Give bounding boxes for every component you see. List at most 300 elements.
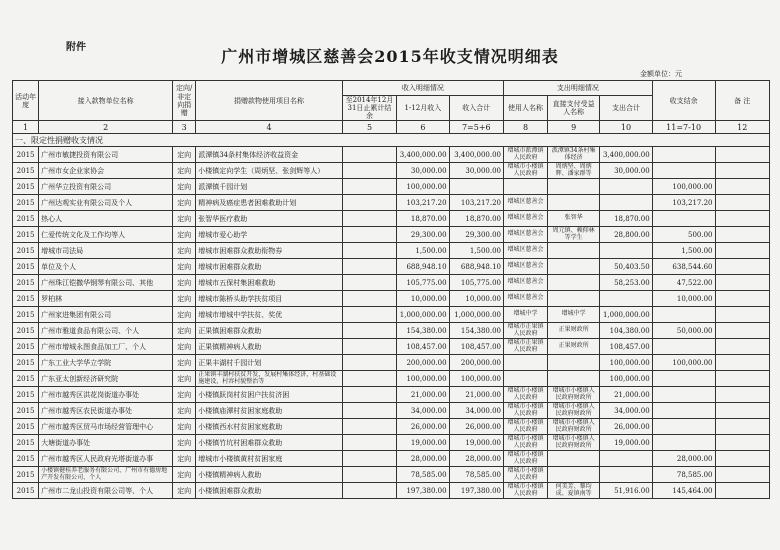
- cell-user: [504, 371, 548, 387]
- cell-directed: 定向: [173, 291, 196, 307]
- cell-beneficiary: [547, 195, 599, 211]
- table-row: [13, 211, 770, 227]
- cell-total: 26,000.00: [449, 419, 503, 435]
- cell-total: 688,948.10: [449, 259, 503, 275]
- cell-year: 2015: [13, 195, 39, 211]
- cell-balance: 638,544.60: [652, 259, 715, 275]
- cell-project: 小楼镇精神病人救助: [196, 467, 343, 483]
- cell-user: 增城市小楼镇人民政府: [504, 419, 548, 435]
- cell-income: 108,457.00: [397, 339, 449, 355]
- cell-project: 正果镇丰湖村扶贫开发，发展村集体经济，村基础设施建设，村容村貌整治等: [196, 371, 343, 387]
- cell-income: 103,217.20: [397, 195, 449, 211]
- cell-user: 增城区慈善会: [504, 211, 548, 227]
- cell-income: 3,400,000.00: [397, 147, 449, 163]
- cell-user: [504, 179, 548, 195]
- cell-donor: 大塘街道办事处: [39, 435, 173, 451]
- cell-user: 增城区慈善会: [504, 227, 548, 243]
- cell-income: 154,380.00: [397, 323, 449, 339]
- cell-project: 增城市爱心助学: [196, 227, 343, 243]
- cell-beneficiary: 增城市小楼镇人民政府财政所: [547, 403, 599, 419]
- cell-year: 2015: [13, 179, 39, 195]
- cell-empty: [342, 323, 396, 339]
- cell-project: 张智华医疗救助: [196, 211, 343, 227]
- cell-year: 2015: [13, 387, 39, 403]
- cell-project: 精神病及癌症患者困难救助计划: [196, 195, 343, 211]
- cell-directed: 定向: [173, 195, 196, 211]
- cell-total: 3,400,000.00: [449, 147, 503, 163]
- cell-expense: 26,000.00: [600, 419, 652, 435]
- cell-empty: [342, 355, 396, 371]
- cell-year: 2015: [13, 163, 39, 179]
- table-row: [13, 275, 770, 291]
- cell-expense: [600, 195, 652, 211]
- currency-unit: 金额单位：元: [640, 70, 682, 78]
- cell-total: 1,500.00: [449, 243, 503, 259]
- header-user: 使用人名称: [504, 96, 548, 121]
- table-body: [13, 147, 770, 499]
- cell-empty: [715, 211, 769, 227]
- cell-beneficiary: 增城市小楼镇人民政府财政所: [547, 387, 599, 403]
- cell-total: 103,217.20: [449, 195, 503, 211]
- header-remark: 备 注: [715, 81, 769, 121]
- cell-directed: 定向: [173, 259, 196, 275]
- cell-income: 18,870.00: [397, 211, 449, 227]
- cell-expense: 51,916.00: [600, 483, 652, 499]
- header-row-top: [13, 81, 770, 96]
- cell-beneficiary: 张智华: [547, 211, 599, 227]
- cell-directed: 定向: [173, 435, 196, 451]
- cell-beneficiary: [547, 259, 599, 275]
- cell-empty: [715, 435, 769, 451]
- cell-income: 28,000.00: [397, 451, 449, 467]
- cell-expense: 100,000.00: [600, 355, 652, 371]
- cell-user: 增城区慈善会: [504, 195, 548, 211]
- cell-balance: 10,000.00: [652, 291, 715, 307]
- cell-income: 200,000.00: [397, 355, 449, 371]
- table-row: [13, 195, 770, 211]
- cell-empty: [342, 467, 396, 483]
- header-income-group: 收入明细情况: [342, 81, 503, 96]
- cell-beneficiary: [547, 355, 599, 371]
- cell-empty: [715, 467, 769, 483]
- cell-income: 1,000,000.00: [397, 307, 449, 323]
- cell-expense: 100,000.00: [600, 371, 652, 387]
- cell-project: 小楼镇庙潭村贫困家庭救助: [196, 403, 343, 419]
- cell-total: 100,000.00: [449, 371, 503, 387]
- cell-total: 197,380.00: [449, 483, 503, 499]
- cell-directed: 定向: [173, 227, 196, 243]
- cell-directed: 定向: [173, 419, 196, 435]
- cell-empty: [342, 435, 396, 451]
- cell-beneficiary: [547, 451, 599, 467]
- cell-user: 增城市小楼镇人民政府: [504, 387, 548, 403]
- cell-income: 197,380.00: [397, 483, 449, 499]
- cell-donor: 广州市二龙山投资有限公司等、个人: [39, 483, 173, 499]
- cell-directed: 定向: [173, 339, 196, 355]
- ledger-table: [12, 80, 770, 499]
- cell-balance: [652, 339, 715, 355]
- cell-beneficiary: 周炳坚、周炳辉、潘家群等: [547, 163, 599, 179]
- cell-year: 2015: [13, 147, 39, 163]
- cell-directed: 定向: [173, 307, 196, 323]
- cell-empty: [342, 179, 396, 195]
- cell-project: 正果镇困难群众救助: [196, 323, 343, 339]
- table-row: [13, 147, 770, 163]
- cell-beneficiary: [547, 291, 599, 307]
- table-row: [13, 339, 770, 355]
- cell-beneficiary: [547, 243, 599, 259]
- header-year: 活动年度: [13, 81, 39, 121]
- cell-expense: 50,403.50: [600, 259, 652, 275]
- cell-year: 2015: [13, 419, 39, 435]
- cell-year: 2015: [13, 259, 39, 275]
- table-row: [13, 307, 770, 323]
- cell-user: 增城区慈善会: [504, 259, 548, 275]
- section-title: 一、限定性捐赠收支情况: [13, 134, 770, 147]
- cell-empty: [342, 451, 396, 467]
- cell-empty: [715, 355, 769, 371]
- cell-directed: 定向: [173, 451, 196, 467]
- cell-year: 2015: [13, 291, 39, 307]
- cell-empty: [715, 371, 769, 387]
- cell-expense: [600, 451, 652, 467]
- cell-empty: [715, 403, 769, 419]
- cell-balance: [652, 163, 715, 179]
- cell-balance: 500.00: [652, 227, 715, 243]
- cell-directed: 定向: [173, 467, 196, 483]
- cell-empty: [342, 403, 396, 419]
- header-donor: 接入款物单位名称: [39, 81, 173, 121]
- cell-beneficiary: 正果财政所: [547, 323, 599, 339]
- cell-project: 增城市五保村集困难救助: [196, 275, 343, 291]
- cell-total: 29,300.00: [449, 227, 503, 243]
- cell-year: 2015: [13, 451, 39, 467]
- cell-balance: 50,000.00: [652, 323, 715, 339]
- cell-income: 78,585.00: [397, 467, 449, 483]
- cell-year: 2015: [13, 403, 39, 419]
- cell-directed: 定向: [173, 243, 196, 259]
- cell-empty: [715, 451, 769, 467]
- cell-beneficiary: 派潭镇34条村集体经济: [547, 147, 599, 163]
- cell-user: 增城市小楼镇人民政府: [504, 403, 548, 419]
- cell-balance: [652, 387, 715, 403]
- cell-donor: 单位及个人: [39, 259, 173, 275]
- cell-beneficiary: 增城市小楼镇人民政府财政所: [547, 419, 599, 435]
- cell-income: 105,775.00: [397, 275, 449, 291]
- cell-directed: 定向: [173, 275, 196, 291]
- cell-donor: 增城市司法局: [39, 243, 173, 259]
- cell-directed: 定向: [173, 483, 196, 499]
- cell-user: 增城中学: [504, 307, 548, 323]
- cell-expense: 21,000.00: [600, 387, 652, 403]
- cell-empty: [342, 275, 396, 291]
- cell-income: 29,300.00: [397, 227, 449, 243]
- cell-empty: [715, 195, 769, 211]
- cell-beneficiary: 正果财政所: [547, 339, 599, 355]
- cell-empty: [715, 307, 769, 323]
- cell-income: 100,000.00: [397, 371, 449, 387]
- header-income-dec: 1-12月收入: [397, 96, 449, 121]
- cell-balance: [652, 307, 715, 323]
- cell-year: 2015: [13, 355, 39, 371]
- cell-total: 34,000.00: [449, 403, 503, 419]
- section-row: [13, 134, 770, 147]
- cell-empty: [342, 339, 396, 355]
- cell-year: 2015: [13, 371, 39, 387]
- cell-total: 105,775.00: [449, 275, 503, 291]
- cell-directed: 定向: [173, 179, 196, 195]
- cell-donor: 广州市越秀区人民政府光塔街道办事: [39, 451, 173, 467]
- cell-empty: [342, 195, 396, 211]
- cell-project: 增城市陈桥头助学扶贫项目: [196, 291, 343, 307]
- cell-user: 增城市派潭镇人民政府: [504, 147, 548, 163]
- header-project: 捐赠款物使用项目名称: [196, 81, 343, 121]
- cell-empty: [715, 243, 769, 259]
- cell-project: 小楼镇定向学生（周炳坚、张剑辉等人）: [196, 163, 343, 179]
- cell-beneficiary: 增城中学: [547, 307, 599, 323]
- cell-income: 26,000.00: [397, 419, 449, 435]
- cell-directed: 定向: [173, 147, 196, 163]
- cell-empty: [715, 259, 769, 275]
- attachment-label: 附件: [66, 42, 86, 53]
- cell-beneficiary: 周元镇、赖仰林等学生: [547, 227, 599, 243]
- cell-donor: 广州华立投资有限公司: [39, 179, 173, 195]
- cell-year: 2015: [13, 307, 39, 323]
- cell-donor: 广州珠江铠撒华钢琴有限公司、其他: [39, 275, 173, 291]
- table-row: [13, 467, 770, 483]
- table-row: [13, 243, 770, 259]
- cell-balance: [652, 147, 715, 163]
- cell-directed: 定向: [173, 163, 196, 179]
- cell-user: 增城市小楼镇人民政府: [504, 483, 548, 499]
- cell-donor: 广州市越秀区农民街道办事处: [39, 403, 173, 419]
- cell-year: 2015: [13, 211, 39, 227]
- header-directed: 定向/非定向捐赠: [173, 81, 196, 121]
- cell-empty: [342, 147, 396, 163]
- cell-donor: 广州市女企业家协会: [39, 163, 173, 179]
- cell-donor: 热心人: [39, 211, 173, 227]
- cell-directed: 定向: [173, 403, 196, 419]
- cell-balance: [652, 435, 715, 451]
- cell-project: 增城市小楼镇黄村贫困家庭: [196, 451, 343, 467]
- cell-empty: [715, 387, 769, 403]
- cell-total: 10,000.00: [449, 291, 503, 307]
- cell-income: 688,948.10: [397, 259, 449, 275]
- cell-expense: 34,000.00: [600, 403, 652, 419]
- cell-balance: 145,464.00: [652, 483, 715, 499]
- cell-donor: 广州市敏捷投资有限公司: [39, 147, 173, 163]
- cell-expense: 1,000,000.00: [600, 307, 652, 323]
- cell-donor: 广东亚太创新经济研究院: [39, 371, 173, 387]
- cell-balance: 28,000.00: [652, 451, 715, 467]
- cell-directed: 定向: [173, 211, 196, 227]
- table-row: [13, 403, 770, 419]
- table-row: [13, 163, 770, 179]
- cell-income: 34,000.00: [397, 403, 449, 419]
- cell-balance: [652, 403, 715, 419]
- cell-total: 108,457.00: [449, 339, 503, 355]
- cell-year: 2015: [13, 243, 39, 259]
- cell-year: 2015: [13, 227, 39, 243]
- cell-donor: 广州市增城永图食品加工厂、个人: [39, 339, 173, 355]
- cell-donor: 罗柏林: [39, 291, 173, 307]
- cell-user: [504, 355, 548, 371]
- cell-user: 增城市小楼镇人民政府: [504, 163, 548, 179]
- cell-balance: 1,500.00: [652, 243, 715, 259]
- cell-balance: [652, 371, 715, 387]
- cell-total: 154,380.00: [449, 323, 503, 339]
- cell-empty: [715, 483, 769, 499]
- cell-donor: 广州市越秀区洪花岗街道办事处: [39, 387, 173, 403]
- cell-empty: [715, 339, 769, 355]
- table-row: [13, 227, 770, 243]
- cell-empty: [342, 307, 396, 323]
- cell-expense: [600, 243, 652, 259]
- table-row: [13, 291, 770, 307]
- cell-directed: 定向: [173, 371, 196, 387]
- cell-user: 增城区慈善会: [504, 243, 548, 259]
- cell-year: 2015: [13, 339, 39, 355]
- cell-expense: 18,870.00: [600, 211, 652, 227]
- cell-beneficiary: [547, 371, 599, 387]
- cell-expense: [600, 467, 652, 483]
- cell-total: 21,000.00: [449, 387, 503, 403]
- cell-empty: [715, 419, 769, 435]
- cell-balance: 47,522.00: [652, 275, 715, 291]
- cell-balance: 100,000.00: [652, 355, 715, 371]
- cell-balance: [652, 419, 715, 435]
- cell-project: 小楼镇西水村贫困家庭救助: [196, 419, 343, 435]
- cell-year: 2015: [13, 275, 39, 291]
- cell-year: 2015: [13, 323, 39, 339]
- cell-balance: 100,000.00: [652, 179, 715, 195]
- cell-expense: [600, 291, 652, 307]
- cell-user: 增城区慈善会: [504, 291, 548, 307]
- table-row: [13, 435, 770, 451]
- cell-project: 小楼镇竹坑村困难群众救助: [196, 435, 343, 451]
- cell-empty: [715, 275, 769, 291]
- header-beneficiary: 直接支付受益人名称: [547, 96, 599, 121]
- table-row: [13, 451, 770, 467]
- cell-expense: 58,253.00: [600, 275, 652, 291]
- cell-year: 2015: [13, 467, 39, 483]
- cell-project: 小楼镇跃岗村贫困户扶贫济困: [196, 387, 343, 403]
- cell-balance: 103,217.20: [652, 195, 715, 211]
- cell-expense: [600, 179, 652, 195]
- table-row: [13, 179, 770, 195]
- cell-beneficiary: 增城市小楼镇人民政府财政所: [547, 435, 599, 451]
- cell-expense: 28,800.00: [600, 227, 652, 243]
- cell-empty: [715, 291, 769, 307]
- cell-directed: 定向: [173, 323, 196, 339]
- index-row: 1 2 3 4 5 6 7=5+6 8 9 10 11=7-10 12: [13, 121, 770, 134]
- cell-project: 增城市困难群众救助: [196, 259, 343, 275]
- cell-income: 21,000.00: [397, 387, 449, 403]
- cell-income: 1,500.00: [397, 243, 449, 259]
- header-income-total: 收入合计: [449, 96, 503, 121]
- cell-empty: [342, 259, 396, 275]
- cell-directed: 定向: [173, 387, 196, 403]
- table-row: [13, 483, 770, 499]
- cell-user: 增城市正果镇人民政府: [504, 339, 548, 355]
- cell-donor: 广东工业大学华立学院: [39, 355, 173, 371]
- cell-donor: 广州市雅道食品有限公司、个人: [39, 323, 173, 339]
- cell-empty: [342, 227, 396, 243]
- cell-balance: [652, 211, 715, 227]
- cell-total: 1,000,000.00: [449, 307, 503, 323]
- cell-income: 10,000.00: [397, 291, 449, 307]
- cell-user: 增城区慈善会: [504, 275, 548, 291]
- table-row: [13, 371, 770, 387]
- cell-user: 增城市小楼镇人民政府: [504, 435, 548, 451]
- cell-project: 正果镇精神病人救助: [196, 339, 343, 355]
- cell-donor: 广州家进集团有限公司: [39, 307, 173, 323]
- cell-income: 100,000.00: [397, 179, 449, 195]
- table-row: [13, 419, 770, 435]
- cell-total: 200,000.00: [449, 355, 503, 371]
- cell-expense: 108,457.00: [600, 339, 652, 355]
- cell-total: 28,000.00: [449, 451, 503, 467]
- cell-user: 增城市小楼镇人民政府: [504, 467, 548, 483]
- cell-total: 19,000.00: [449, 435, 503, 451]
- cell-empty: [342, 211, 396, 227]
- cell-project: 派潭镇34条村集体经济收益资金: [196, 147, 343, 163]
- table-row: [13, 387, 770, 403]
- cell-total: 78,585.00: [449, 467, 503, 483]
- cell-expense: 104,380.00: [600, 323, 652, 339]
- cell-empty: [715, 227, 769, 243]
- cell-beneficiary: [547, 179, 599, 195]
- table-row: [13, 355, 770, 371]
- cell-donor: 仁爱传统文化及工作均等人: [39, 227, 173, 243]
- table-row: [13, 259, 770, 275]
- cell-project: 派潭镇千园计划: [196, 179, 343, 195]
- cell-total: [449, 179, 503, 195]
- cell-empty: [342, 387, 396, 403]
- cell-empty: [342, 243, 396, 259]
- cell-income: 30,000.00: [397, 163, 449, 179]
- cell-directed: 定向: [173, 355, 196, 371]
- cell-beneficiary: 何美芳、黎均成、夏镇南等: [547, 483, 599, 499]
- cell-empty: [342, 483, 396, 499]
- cell-project: 正果丰湖村千园计划: [196, 355, 343, 371]
- cell-expense: 3,400,000.00: [600, 147, 652, 163]
- cell-year: 2015: [13, 483, 39, 499]
- cell-empty: [342, 419, 396, 435]
- cell-project: 增城市困难群众救助衔物券: [196, 243, 343, 259]
- cell-beneficiary: [547, 467, 599, 483]
- cell-donor: 广州达观实业有限公司及个人: [39, 195, 173, 211]
- cell-empty: [715, 163, 769, 179]
- cell-project: 增城市增城中学扶贫、奖优: [196, 307, 343, 323]
- cell-expense: 19,000.00: [600, 435, 652, 451]
- cell-project: 小楼镇困难群众救助: [196, 483, 343, 499]
- cell-empty: [715, 147, 769, 163]
- cell-income: 19,000.00: [397, 435, 449, 451]
- cell-total: 18,870.00: [449, 211, 503, 227]
- header-expense-total: 支出合计: [600, 96, 652, 121]
- cell-empty: [715, 179, 769, 195]
- table-row: [13, 323, 770, 339]
- header-prev-balance: 至2014年12月31日止累计结余: [342, 96, 396, 121]
- cell-year: 2015: [13, 435, 39, 451]
- cell-empty: [342, 291, 396, 307]
- cell-donor: 广州市越秀区贸马市场经营管理中心: [39, 419, 173, 435]
- cell-expense: 30,000.00: [600, 163, 652, 179]
- document-title: 广州市增城区慈善会2015年收支情况明细表: [221, 47, 559, 66]
- cell-user: 增城市正果镇人民政府: [504, 323, 548, 339]
- cell-empty: [715, 323, 769, 339]
